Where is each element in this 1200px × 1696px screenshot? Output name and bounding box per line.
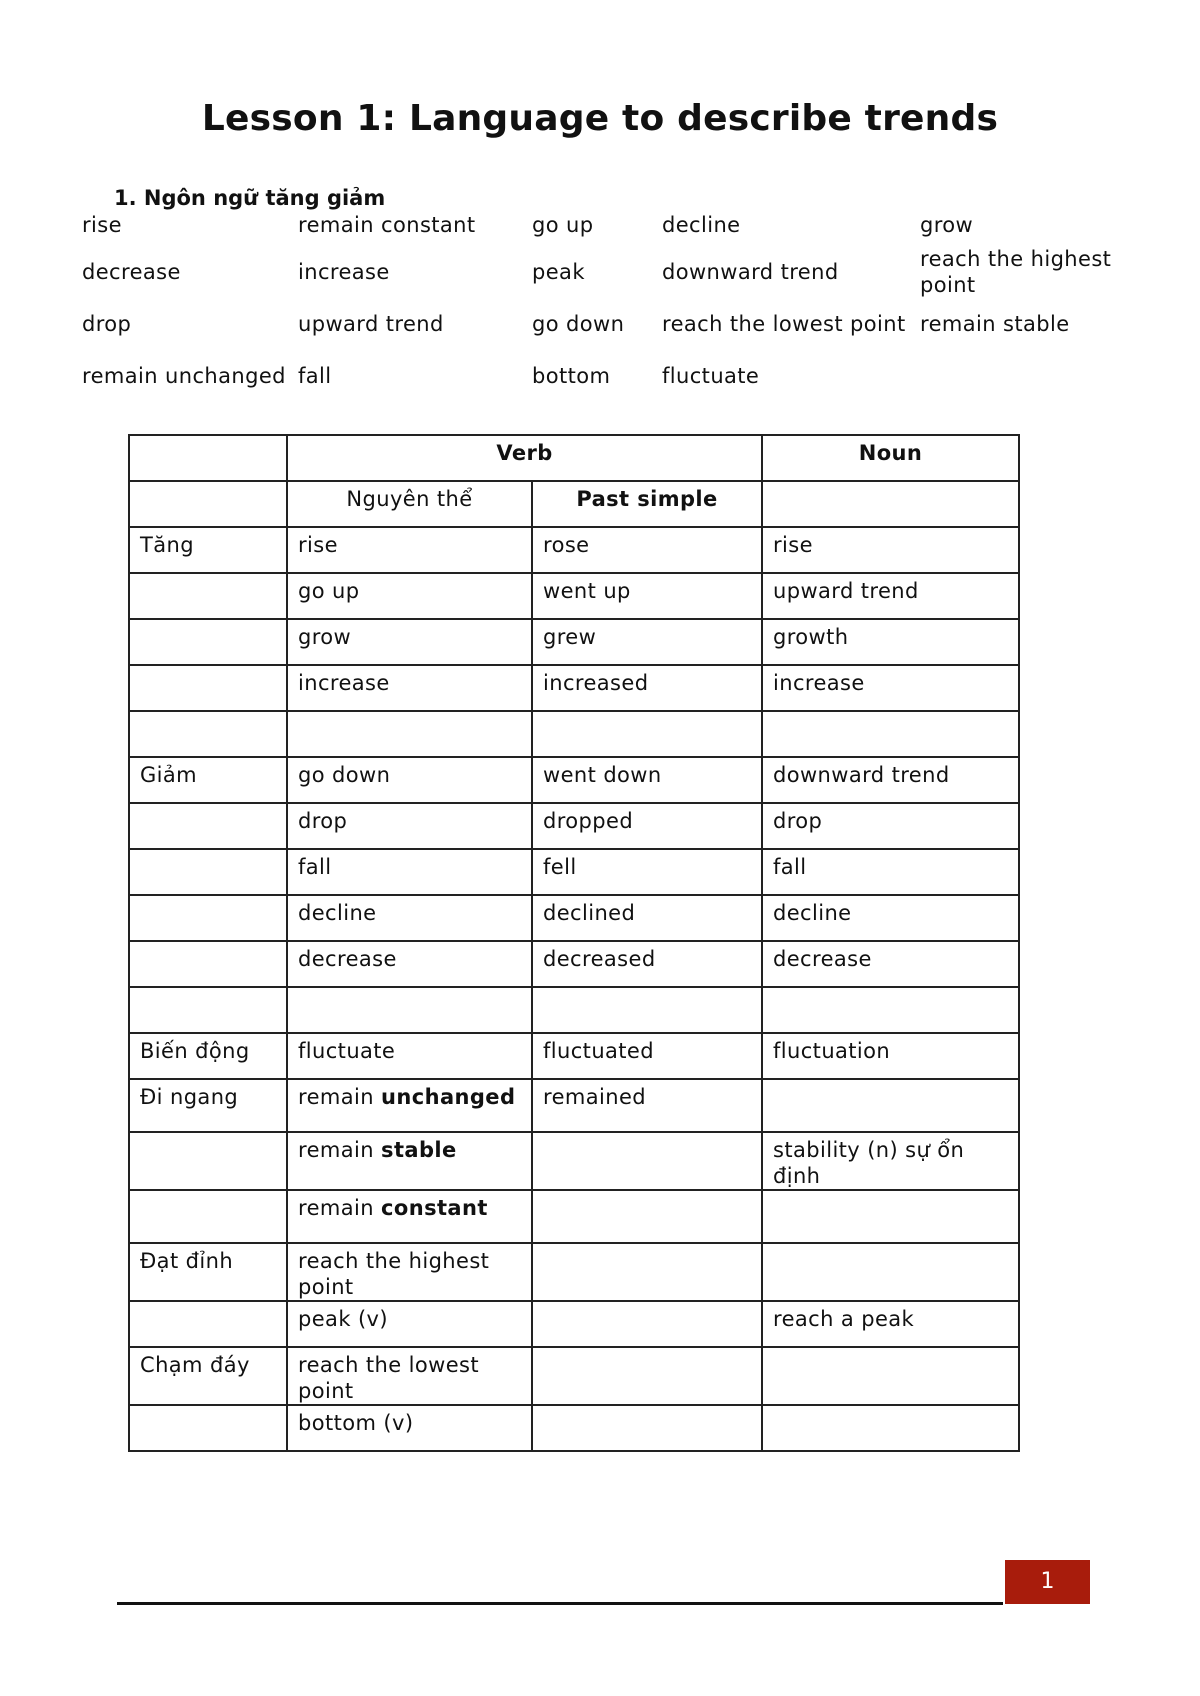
row-infinitive: peak (v)	[287, 1301, 532, 1347]
subheader-noun-empty	[762, 481, 1019, 527]
row-category	[129, 1301, 287, 1347]
subheader-past-simple: Past simple	[532, 481, 762, 527]
infinitive-verb: remain	[298, 1138, 374, 1162]
row-noun	[762, 1405, 1019, 1451]
row-infinitive: fluctuate	[287, 1033, 532, 1079]
header-empty	[129, 435, 287, 481]
table-subheader-row	[129, 481, 1019, 527]
vocabulary-list	[82, 212, 1122, 402]
vocab-item: reach the lowest point	[662, 312, 906, 336]
vocab-item: rise	[82, 213, 122, 237]
row-past-simple: increased	[532, 665, 762, 711]
vocab-item: go down	[532, 312, 625, 336]
row-category	[129, 619, 287, 665]
row-infinitive: fall	[287, 849, 532, 895]
table-row	[129, 1347, 1019, 1405]
row-category: Giảm	[129, 757, 287, 803]
infinitive-complement: constant	[381, 1196, 488, 1220]
row-infinitive: go up	[287, 573, 532, 619]
vocab-item: decline	[662, 213, 741, 237]
row-noun: rise	[762, 527, 1019, 573]
table-row	[129, 757, 1019, 803]
row-infinitive: decline	[287, 895, 532, 941]
header-noun: Noun	[762, 435, 1019, 481]
vocab-item: upward trend	[298, 312, 444, 336]
row-noun: fluctuation	[762, 1033, 1019, 1079]
row-infinitive: bottom (v)	[287, 1405, 532, 1451]
row-category: Biến động	[129, 1033, 287, 1079]
table-row	[129, 1079, 1019, 1132]
row-category	[129, 987, 287, 1033]
row-noun	[762, 1243, 1019, 1301]
row-past-simple	[532, 1405, 762, 1451]
vocab-item: go up	[532, 213, 594, 237]
row-category	[129, 895, 287, 941]
page-number: 1	[1005, 1560, 1090, 1604]
row-past-simple: went down	[532, 757, 762, 803]
row-noun: increase	[762, 665, 1019, 711]
row-noun	[762, 1079, 1019, 1132]
row-past-simple: went up	[532, 573, 762, 619]
infinitive-complement: stable	[381, 1138, 457, 1162]
vocab-row	[82, 298, 1122, 350]
row-past-simple: fluctuated	[532, 1033, 762, 1079]
vocab-item: remain unchanged	[82, 364, 286, 388]
table-row	[129, 711, 1019, 757]
row-noun: downward trend	[762, 757, 1019, 803]
table-row	[129, 573, 1019, 619]
vocab-item: remain constant	[298, 213, 476, 237]
row-noun: stability (n) sự ổn định	[762, 1132, 1019, 1190]
row-past-simple: fell	[532, 849, 762, 895]
table-row	[129, 1301, 1019, 1347]
row-past-simple: dropped	[532, 803, 762, 849]
table-row	[129, 619, 1019, 665]
row-past-simple: declined	[532, 895, 762, 941]
row-category	[129, 1132, 287, 1190]
vocab-item: grow	[920, 213, 974, 237]
row-category	[129, 1190, 287, 1243]
row-noun	[762, 1347, 1019, 1405]
infinitive-complement: unchanged	[381, 1085, 516, 1109]
row-category	[129, 1405, 287, 1451]
row-infinitive: reach the lowest point	[287, 1347, 532, 1405]
header-verb: Verb	[287, 435, 762, 481]
row-category	[129, 573, 287, 619]
vocab-item: downward trend	[662, 260, 839, 284]
row-noun	[762, 1190, 1019, 1243]
subheader-infinitive: Nguyên thể	[287, 481, 532, 527]
table-row	[129, 849, 1019, 895]
table-row	[129, 665, 1019, 711]
table-row	[129, 1243, 1019, 1301]
row-infinitive: increase	[287, 665, 532, 711]
row-noun	[762, 987, 1019, 1033]
row-category: Chạm đáy	[129, 1347, 287, 1405]
row-past-simple: rose	[532, 527, 762, 573]
row-category	[129, 849, 287, 895]
row-category: Đi ngang	[129, 1079, 287, 1132]
row-noun	[762, 711, 1019, 757]
row-noun: reach a peak	[762, 1301, 1019, 1347]
vocab-row	[82, 350, 1122, 402]
infinitive-verb: remain	[298, 1196, 374, 1220]
row-infinitive: go down	[287, 757, 532, 803]
vocab-row	[82, 212, 1122, 246]
row-past-simple	[532, 987, 762, 1033]
table-row	[129, 1405, 1019, 1451]
row-infinitive: grow	[287, 619, 532, 665]
vocab-item: drop	[82, 312, 132, 336]
row-category: Đạt đỉnh	[129, 1243, 287, 1301]
vocab-row	[82, 246, 1122, 298]
table-row	[129, 1132, 1019, 1190]
row-category	[129, 711, 287, 757]
footer-rule	[117, 1602, 1003, 1605]
row-category	[129, 941, 287, 987]
row-past-simple	[532, 1243, 762, 1301]
row-category	[129, 665, 287, 711]
row-noun: growth	[762, 619, 1019, 665]
row-infinitive	[287, 1132, 532, 1190]
table-row	[129, 1190, 1019, 1243]
row-category: Tăng	[129, 527, 287, 573]
vocab-item: increase	[298, 260, 390, 284]
row-noun: decrease	[762, 941, 1019, 987]
row-past-simple: remained	[532, 1079, 762, 1132]
row-past-simple	[532, 1190, 762, 1243]
table-row	[129, 803, 1019, 849]
row-infinitive: rise	[287, 527, 532, 573]
row-past-simple	[532, 1132, 762, 1190]
row-noun: decline	[762, 895, 1019, 941]
verb-noun-table	[128, 434, 1020, 1452]
vocab-item: fluctuate	[662, 364, 760, 388]
row-noun: drop	[762, 803, 1019, 849]
row-category	[129, 803, 287, 849]
vocab-item: reach the highest point	[920, 247, 1112, 297]
subheader-empty	[129, 481, 287, 527]
vocab-item: fall	[298, 364, 332, 388]
row-noun: fall	[762, 849, 1019, 895]
table-row	[129, 1033, 1019, 1079]
vocab-item: bottom	[532, 364, 611, 388]
row-noun: upward trend	[762, 573, 1019, 619]
vocab-item: remain stable	[920, 312, 1070, 336]
row-infinitive: reach the highest point	[287, 1243, 532, 1301]
table-header-row	[129, 435, 1019, 481]
row-past-simple	[532, 1301, 762, 1347]
table-row	[129, 987, 1019, 1033]
page-title: Lesson 1: Language to describe trends	[201, 98, 999, 139]
row-infinitive	[287, 1190, 532, 1243]
row-past-simple	[532, 1347, 762, 1405]
row-past-simple: decreased	[532, 941, 762, 987]
row-infinitive	[287, 1079, 532, 1132]
vocab-item	[920, 350, 1122, 402]
row-past-simple: grew	[532, 619, 762, 665]
row-infinitive	[287, 987, 532, 1033]
vocab-item: peak	[532, 260, 585, 284]
table-row	[129, 527, 1019, 573]
row-past-simple	[532, 711, 762, 757]
vocab-item: decrease	[82, 260, 181, 284]
row-infinitive: drop	[287, 803, 532, 849]
section-heading: 1. Ngôn ngữ tăng giảm	[114, 186, 386, 210]
row-infinitive	[287, 711, 532, 757]
table-row	[129, 895, 1019, 941]
infinitive-verb: remain	[298, 1085, 374, 1109]
table-row	[129, 941, 1019, 987]
row-infinitive: decrease	[287, 941, 532, 987]
